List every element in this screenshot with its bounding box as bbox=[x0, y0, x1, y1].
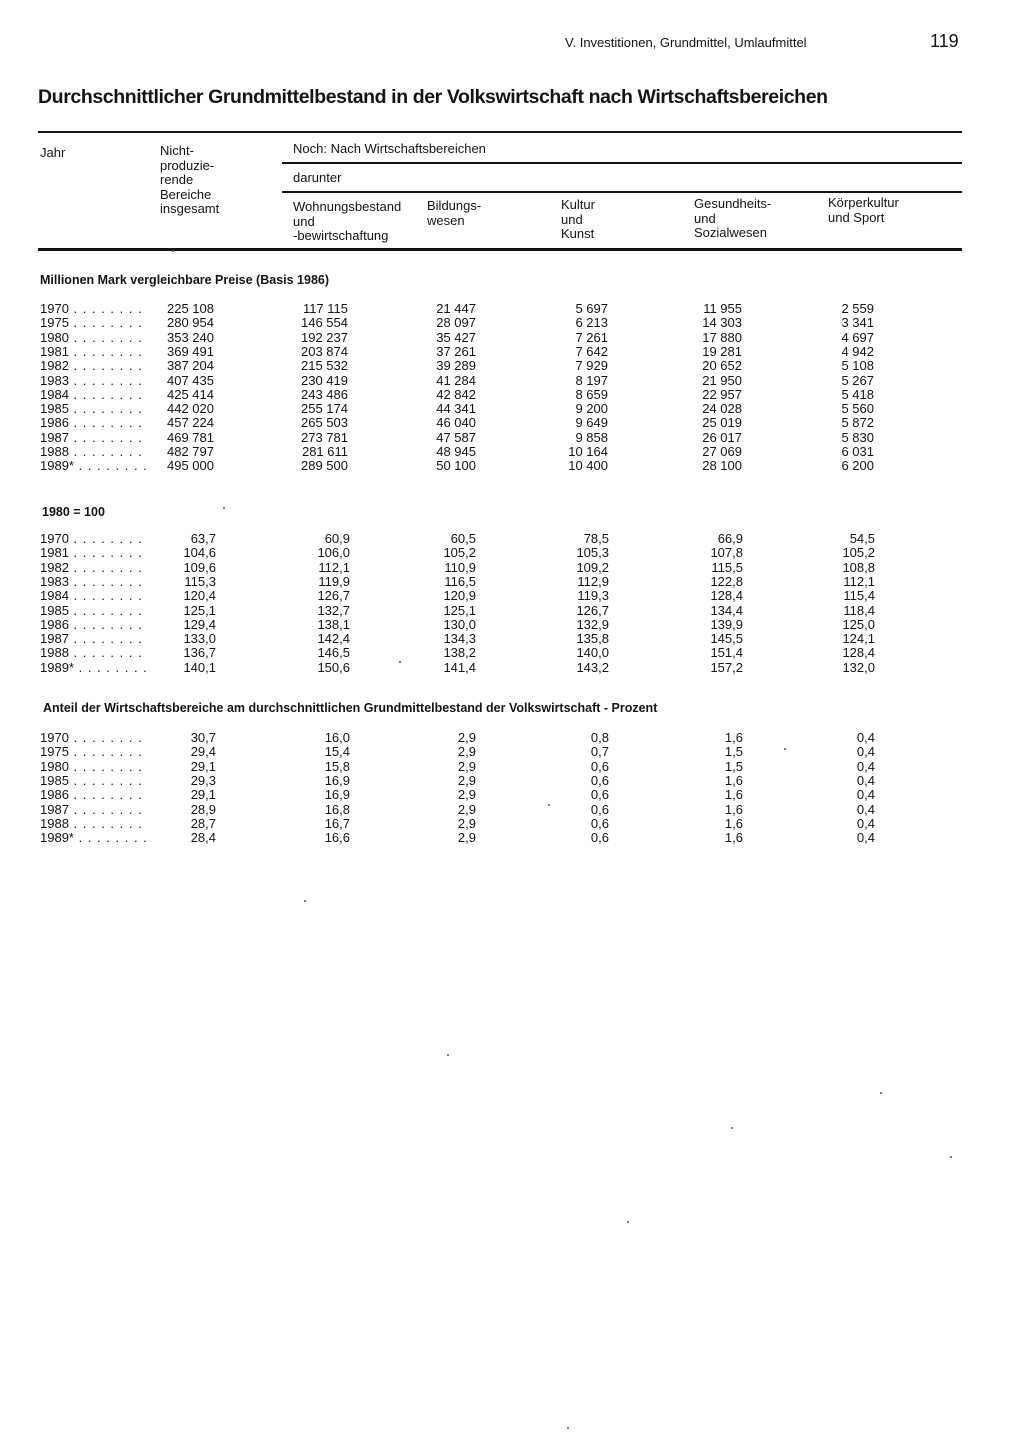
table-cell: 16,9 bbox=[324, 787, 350, 803]
table-cell: 482 797 bbox=[167, 444, 214, 459]
table-cell: 130,0 bbox=[443, 616, 476, 632]
table-cell: 425 414 bbox=[167, 386, 214, 402]
table-cell: 5 267 bbox=[841, 372, 874, 388]
table-cell: 128,4 bbox=[710, 588, 743, 604]
page-number: 119 bbox=[930, 31, 959, 51]
scan-speck bbox=[172, 250, 174, 252]
table-cell: 6 200 bbox=[841, 458, 874, 474]
table-cell: 1,5 bbox=[724, 758, 743, 774]
table-cell: 10 400 bbox=[568, 458, 608, 474]
table-cell: 3 341 bbox=[841, 315, 874, 331]
table-cell: 29,1 bbox=[190, 787, 216, 803]
table-cell: 28,7 bbox=[190, 815, 216, 831]
table-cell: 157,2 bbox=[710, 659, 743, 675]
row-year: 1989* . . . bbox=[40, 831, 148, 846]
table-cell: 44 341 bbox=[436, 401, 476, 417]
row-year: 1970 . . . bbox=[40, 731, 143, 746]
table-cell: 2,9 bbox=[457, 801, 476, 817]
table-cell: 2,9 bbox=[457, 815, 476, 831]
table-cell: 25 019 bbox=[702, 415, 742, 431]
table-cell: 105,2 bbox=[443, 545, 476, 561]
table-cell: 289 500 bbox=[301, 458, 348, 474]
row-year: 1970 . . . bbox=[40, 302, 143, 317]
scan-speck bbox=[950, 1156, 952, 1158]
table-row bbox=[0, 589, 1024, 604]
table-cell: 29,4 bbox=[190, 744, 216, 760]
table-cell: 215 532 bbox=[301, 358, 348, 374]
row-year: 1985 . . . bbox=[40, 402, 143, 417]
table-cell: 5 830 bbox=[841, 429, 874, 445]
table-cell: 8 659 bbox=[575, 386, 608, 402]
table-cell: 0,4 bbox=[856, 730, 875, 745]
row-year: 1987 . . . bbox=[40, 632, 143, 647]
column-header-housing bbox=[293, 200, 401, 244]
header-rule-noch bbox=[282, 162, 962, 164]
table-cell: 115,3 bbox=[184, 573, 216, 589]
table-cell: 124,1 bbox=[842, 631, 875, 647]
table-cell: 280 954 bbox=[167, 315, 214, 331]
table-cell: 126,7 bbox=[317, 588, 350, 604]
column-group-header-darunter bbox=[293, 171, 341, 186]
table-cell: 1,6 bbox=[724, 830, 743, 846]
table-cell: 14 303 bbox=[702, 315, 742, 331]
row-year: 1975 . . . bbox=[40, 316, 143, 331]
table-cell: 255 174 bbox=[301, 401, 348, 417]
table-cell: 16,7 bbox=[324, 815, 350, 831]
scan-speck bbox=[223, 507, 225, 509]
table-cell: 2,9 bbox=[457, 830, 476, 846]
table-cell: 2 559 bbox=[841, 301, 874, 316]
section-title-share: Anteil der Wirtschaftsbereiche am durchschnittlichen Grundmittelbestand der Volkswirtschaft - Prozent bbox=[43, 701, 658, 715]
table-cell: 27 069 bbox=[702, 444, 742, 459]
scan-speck bbox=[548, 804, 550, 806]
table-row bbox=[0, 331, 1024, 346]
table-cell: 120,4 bbox=[183, 588, 216, 604]
table-row bbox=[0, 316, 1024, 331]
row-year: 1985 . . . bbox=[40, 774, 143, 789]
scan-speck bbox=[627, 1221, 629, 1223]
table-cell: 1,6 bbox=[724, 801, 743, 817]
table-cell: 19 281 bbox=[702, 343, 742, 359]
table-cell: 60,9 bbox=[324, 531, 350, 546]
table-row bbox=[0, 760, 1024, 775]
table-cell: 6 031 bbox=[841, 444, 874, 459]
table-cell: 4 697 bbox=[841, 329, 874, 345]
header-line: Bildungs- bbox=[427, 198, 482, 213]
table-cell: 125,1 bbox=[443, 602, 476, 618]
table-cell: 29,3 bbox=[190, 772, 216, 788]
table-cell: 109,2 bbox=[576, 559, 609, 575]
header-line: Kultur bbox=[561, 197, 595, 212]
table-title: Durchschnittlicher Grundmittelbestand in der Volkswirtschaft nach Wirtschaftsbereichen bbox=[38, 86, 828, 108]
table-cell: 7 261 bbox=[575, 329, 608, 345]
table-cell: 133,0 bbox=[183, 631, 216, 647]
table-cell: 140,1 bbox=[183, 659, 216, 675]
table-cell: 145,5 bbox=[710, 631, 743, 647]
table-cell: 0,4 bbox=[856, 787, 875, 803]
table-cell: 17 880 bbox=[702, 329, 742, 345]
table-cell: 136,7 bbox=[183, 645, 216, 661]
table-cell: 9 858 bbox=[575, 429, 608, 445]
table-cell: 1,6 bbox=[724, 772, 743, 788]
table-row bbox=[0, 374, 1024, 389]
table-cell: 132,9 bbox=[576, 616, 609, 632]
table-cell: 141,4 bbox=[443, 659, 476, 675]
column-group-header-sectors-text: Noch: Nach Wirtschaftsbereichen bbox=[293, 141, 486, 156]
table-cell: 129,4 bbox=[183, 616, 216, 632]
row-year: 1986 . . . bbox=[40, 618, 143, 633]
table-cell: 5 418 bbox=[841, 386, 874, 402]
row-year: 1989* . . . bbox=[40, 459, 148, 474]
table-cell: 66,9 bbox=[717, 531, 743, 546]
table-row bbox=[0, 831, 1024, 846]
table-cell: 407 435 bbox=[167, 372, 214, 388]
table-cell: 0,8 bbox=[590, 730, 609, 745]
table-cell: 0,4 bbox=[856, 758, 875, 774]
table-cell: 0,6 bbox=[590, 772, 609, 788]
table-cell: 28 100 bbox=[702, 458, 742, 474]
table-cell: 119,3 bbox=[577, 588, 609, 604]
table-row bbox=[0, 561, 1024, 576]
table-cell: 106,0 bbox=[317, 545, 350, 561]
table-cell: 143,2 bbox=[576, 659, 609, 675]
table-cell: 132,7 bbox=[317, 602, 350, 618]
row-year: 1988 . . . bbox=[40, 646, 143, 661]
table-cell: 16,6 bbox=[324, 830, 350, 846]
row-year: 1981 . . . bbox=[40, 345, 143, 360]
table-cell: 110,9 bbox=[444, 559, 476, 575]
table-cell: 138,1 bbox=[317, 616, 350, 632]
table-cell: 1,6 bbox=[724, 815, 743, 831]
running-header-section: V. Investitionen, Grundmittel, Umlaufmittel bbox=[565, 35, 807, 50]
table-cell: 230 419 bbox=[301, 372, 348, 388]
header-rule-darunter bbox=[282, 191, 962, 193]
table-cell: 24 028 bbox=[702, 401, 742, 417]
table-cell: 457 224 bbox=[167, 415, 214, 431]
row-year: 1988 . . . bbox=[40, 817, 143, 832]
table-cell: 0,7 bbox=[590, 744, 609, 760]
table-cell: 192 237 bbox=[301, 329, 348, 345]
table-cell: 16,9 bbox=[324, 772, 350, 788]
table-cell: 151,4 bbox=[710, 645, 743, 661]
table-row bbox=[0, 803, 1024, 818]
table-cell: 16,8 bbox=[324, 801, 350, 817]
table-row bbox=[0, 416, 1024, 431]
table-cell: 0,6 bbox=[590, 830, 609, 846]
table-cell: 0,4 bbox=[856, 801, 875, 817]
table-cell: 107,8 bbox=[710, 545, 743, 561]
table-cell: 0,6 bbox=[590, 815, 609, 831]
table-cell: 243 486 bbox=[301, 386, 348, 402]
table-cell: 5 560 bbox=[841, 401, 874, 417]
row-year: 1980 . . . bbox=[40, 331, 143, 346]
table-cell: 37 261 bbox=[436, 343, 476, 359]
table-cell: 42 842 bbox=[436, 386, 476, 402]
table-cell: 26 017 bbox=[702, 429, 742, 445]
table-cell: 1,5 bbox=[724, 744, 743, 760]
table-cell: 46 040 bbox=[436, 415, 476, 431]
scan-speck bbox=[784, 748, 786, 750]
table-cell: 35 427 bbox=[436, 329, 476, 345]
table-cell: 0,6 bbox=[590, 801, 609, 817]
row-year: 1982 . . . bbox=[40, 359, 143, 374]
table-cell: 10 164 bbox=[568, 444, 608, 459]
table-cell: 48 945 bbox=[436, 444, 476, 459]
table-cell: 109,6 bbox=[183, 559, 216, 575]
table-cell: 119,9 bbox=[318, 573, 350, 589]
header-line: -bewirtschaftung bbox=[293, 228, 389, 243]
table-row bbox=[0, 459, 1024, 474]
row-year: 1989* . . . bbox=[40, 661, 148, 676]
table-cell: 105,3 bbox=[576, 545, 609, 561]
scan-speck bbox=[304, 900, 306, 902]
table-cell: 146 554 bbox=[301, 315, 348, 331]
table-cell: 2,9 bbox=[457, 730, 476, 745]
table-cell: 2,9 bbox=[457, 758, 476, 774]
table-cell: 135,8 bbox=[576, 631, 609, 647]
header-line: und Sport bbox=[828, 209, 885, 225]
table-cell: 39 289 bbox=[436, 358, 476, 374]
table-cell: 28 097 bbox=[436, 315, 476, 331]
section-title-million-marks: Millionen Mark vergleichbare Preise (Basis 1986) bbox=[40, 273, 330, 287]
header-line: und bbox=[694, 210, 716, 226]
table-cell: 281 611 bbox=[301, 444, 348, 459]
table-cell: 112,9 bbox=[577, 573, 609, 589]
header-line: produzie- bbox=[160, 157, 215, 173]
table-row bbox=[0, 788, 1024, 803]
table-cell: 138,2 bbox=[443, 645, 476, 661]
table-cell: 11 955 bbox=[703, 301, 742, 316]
table-row bbox=[0, 546, 1024, 561]
table-cell: 150,6 bbox=[317, 659, 350, 675]
table-cell: 0,4 bbox=[856, 772, 875, 788]
row-year: 1980 . . . bbox=[40, 760, 143, 775]
table-cell: 134,3 bbox=[443, 631, 476, 647]
table-cell: 16,0 bbox=[324, 730, 350, 745]
table-cell: 78,5 bbox=[583, 531, 609, 546]
table-cell: 122,8 bbox=[710, 573, 743, 589]
table-cell: 50 100 bbox=[436, 458, 476, 474]
scan-speck bbox=[880, 1092, 882, 1094]
table-cell: 28,4 bbox=[190, 830, 216, 846]
table-cell: 5 108 bbox=[841, 358, 874, 374]
table-cell: 2,9 bbox=[457, 772, 476, 788]
header-line: Nicht- bbox=[160, 143, 194, 158]
section-title-index: 1980 = 100 bbox=[42, 505, 105, 519]
row-year: 1981 . . . bbox=[40, 546, 143, 561]
table-cell: 140,0 bbox=[576, 645, 609, 661]
table-cell: 15,8 bbox=[324, 758, 350, 774]
table-cell: 22 957 bbox=[702, 386, 742, 402]
table-cell: 442 020 bbox=[167, 401, 214, 417]
column-header-health bbox=[694, 197, 771, 241]
row-year: 1987 . . . bbox=[40, 431, 143, 446]
table-cell: 1,6 bbox=[724, 787, 743, 803]
table-cell: 273 781 bbox=[301, 429, 348, 445]
scan-speck bbox=[447, 1054, 449, 1056]
table-cell: 30,7 bbox=[190, 730, 216, 745]
header-line: und bbox=[561, 211, 583, 227]
scan-speck bbox=[567, 1427, 569, 1429]
table-cell: 265 503 bbox=[301, 415, 348, 431]
table-row bbox=[0, 431, 1024, 446]
table-row bbox=[0, 646, 1024, 661]
column-header-culture bbox=[561, 198, 595, 242]
table-cell: 29,1 bbox=[190, 758, 216, 774]
table-cell: 125,1 bbox=[183, 602, 216, 618]
table-cell: 6 213 bbox=[575, 315, 608, 331]
column-header-sport bbox=[828, 196, 899, 225]
row-year: 1986 . . . bbox=[40, 788, 143, 803]
table-cell: 112,1 bbox=[843, 573, 875, 589]
table-cell: 118,4 bbox=[843, 602, 875, 618]
table-cell: 9 649 bbox=[575, 415, 608, 431]
table-cell: 126,7 bbox=[576, 602, 609, 618]
table-cell: 139,9 bbox=[710, 616, 743, 632]
table-cell: 41 284 bbox=[436, 372, 476, 388]
header-line: Gesundheits- bbox=[694, 196, 772, 211]
table-row bbox=[0, 604, 1024, 619]
table-cell: 225 108 bbox=[167, 301, 214, 316]
table-cell: 134,4 bbox=[710, 602, 743, 618]
column-group-header-darunter-text: darunter bbox=[293, 170, 342, 185]
table-cell: 203 874 bbox=[301, 343, 348, 359]
table-cell: 0,6 bbox=[590, 787, 609, 803]
column-group-header-sectors bbox=[293, 142, 486, 157]
table-cell: 0,6 bbox=[590, 758, 609, 774]
table-cell: 369 491 bbox=[167, 343, 214, 359]
table-cell: 7 642 bbox=[575, 343, 608, 359]
table-cell: 2,9 bbox=[457, 744, 476, 760]
table-cell: 115,4 bbox=[843, 588, 875, 604]
row-year: 1982 . . . bbox=[40, 561, 143, 576]
table-cell: 20 652 bbox=[702, 358, 742, 374]
table-cell: 353 240 bbox=[167, 329, 214, 345]
table-cell: 104,6 bbox=[183, 545, 216, 561]
row-year: 1988 . . . bbox=[40, 445, 143, 460]
table-cell: 8 197 bbox=[575, 372, 608, 388]
table-cell: 387 204 bbox=[167, 358, 214, 374]
column-header-year bbox=[40, 146, 65, 161]
row-year: 1984 . . . bbox=[40, 388, 143, 403]
header-line: Wohnungsbestand bbox=[293, 199, 402, 214]
table-cell: 105,2 bbox=[842, 545, 875, 561]
header-line: Kunst bbox=[561, 226, 595, 241]
column-header-nonproductive-total bbox=[160, 144, 219, 217]
table-cell: 5 872 bbox=[841, 415, 874, 431]
table-cell: 60,5 bbox=[450, 531, 476, 546]
table-cell: 54,5 bbox=[849, 531, 875, 546]
header-line: insgesamt bbox=[160, 201, 220, 216]
table-row bbox=[0, 359, 1024, 374]
table-cell: 9 200 bbox=[575, 401, 608, 417]
table-cell: 21 950 bbox=[702, 372, 742, 388]
table-cell: 0,4 bbox=[856, 815, 875, 831]
table-cell: 142,4 bbox=[317, 631, 350, 647]
table-cell: 116,5 bbox=[444, 573, 476, 589]
table-cell: 21 447 bbox=[436, 301, 476, 316]
table-cell: 7 929 bbox=[575, 358, 608, 374]
table-cell: 128,4 bbox=[842, 645, 875, 661]
row-year: 1984 . . . bbox=[40, 589, 143, 604]
row-year: 1970 . . . bbox=[40, 532, 143, 547]
row-year: 1983 . . . bbox=[40, 575, 143, 590]
row-year: 1986 . . . bbox=[40, 416, 143, 431]
table-cell: 5 697 bbox=[575, 301, 608, 316]
row-year: 1985 . . . bbox=[40, 604, 143, 619]
row-year: 1983 . . . bbox=[40, 374, 143, 389]
table-cell: 125,0 bbox=[842, 616, 875, 632]
column-header-year-text: Jahr bbox=[40, 145, 66, 160]
header-line: wesen bbox=[427, 212, 465, 228]
table-cell: 469 781 bbox=[167, 429, 214, 445]
table-cell: 2,9 bbox=[457, 787, 476, 803]
table-cell: 63,7 bbox=[190, 531, 216, 546]
table-cell: 0,4 bbox=[856, 744, 875, 760]
column-header-education bbox=[427, 199, 481, 228]
header-line: Körperkultur bbox=[828, 195, 899, 210]
table-head-bottom-rule bbox=[38, 248, 962, 251]
table-cell: 1,6 bbox=[724, 730, 743, 745]
table-cell: 28,9 bbox=[190, 801, 216, 817]
scan-speck bbox=[731, 1127, 733, 1129]
header-line: Sozialwesen bbox=[694, 225, 767, 240]
table-cell: 0,4 bbox=[856, 830, 875, 846]
row-year: 1987 . . . bbox=[40, 803, 143, 818]
table-cell: 132,0 bbox=[842, 659, 875, 675]
table-cell: 15,4 bbox=[324, 744, 350, 760]
table-cell: 117 115 bbox=[302, 301, 348, 316]
scan-speck bbox=[399, 661, 401, 663]
row-year: 1975 . . . bbox=[40, 745, 143, 760]
table-top-rule bbox=[38, 131, 962, 133]
table-cell: 108,8 bbox=[842, 559, 875, 575]
header-line: Bereiche bbox=[160, 186, 212, 202]
table-cell: 47 587 bbox=[436, 429, 476, 445]
table-cell: 120,9 bbox=[443, 588, 476, 604]
header-line: und bbox=[293, 213, 315, 229]
table-cell: 112,1 bbox=[318, 559, 350, 575]
table-row bbox=[0, 745, 1024, 760]
header-line: rende bbox=[160, 172, 194, 187]
table-cell: 115,5 bbox=[711, 559, 743, 575]
table-row bbox=[0, 661, 1024, 676]
table-cell: 146,5 bbox=[317, 645, 350, 661]
table-cell: 495 000 bbox=[167, 458, 214, 474]
table-cell: 4 942 bbox=[841, 343, 874, 359]
